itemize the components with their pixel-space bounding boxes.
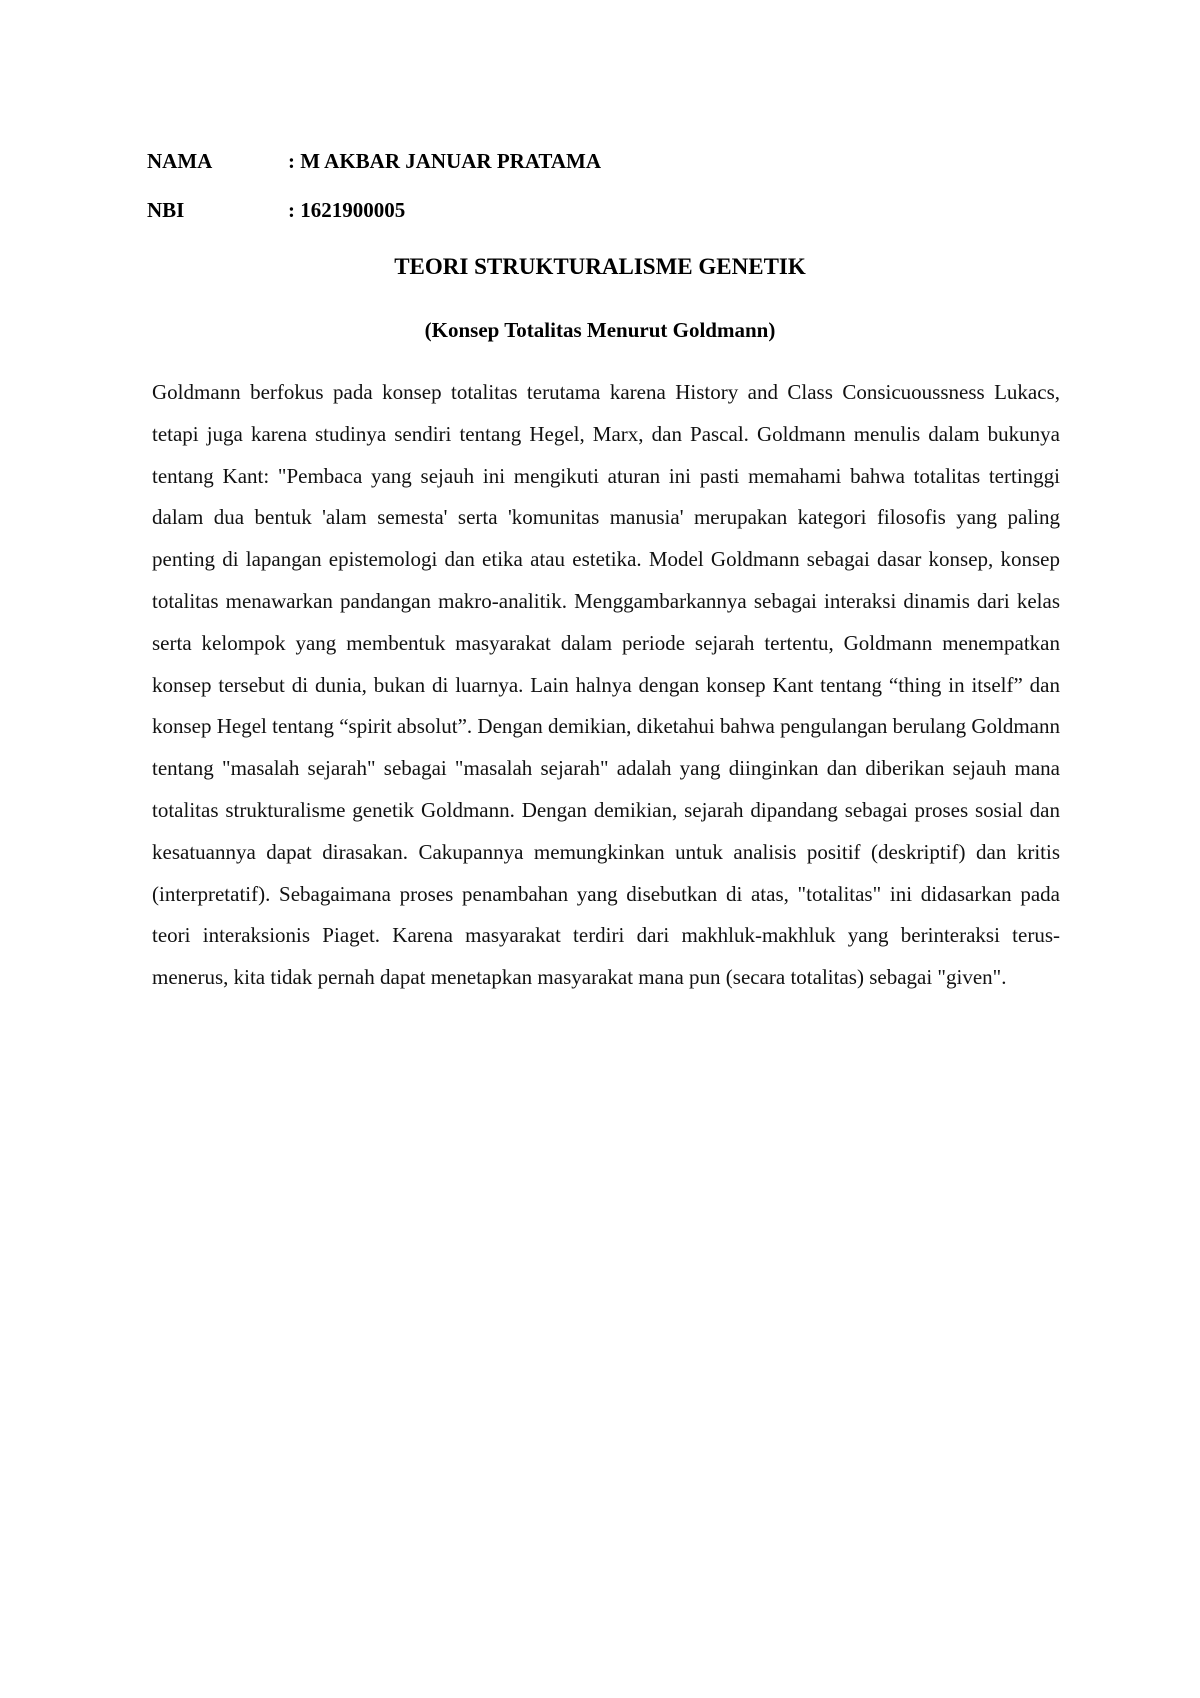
student-id-row bbox=[147, 196, 405, 224]
student-name-row bbox=[147, 147, 601, 175]
document-subtitle: (Konsep Totalitas Menurut Goldmann) bbox=[424, 318, 776, 342]
nama-label: NAMA bbox=[147, 149, 213, 173]
nbi-value: : 1621900005 bbox=[288, 198, 406, 222]
body-paragraph: Goldmann berfokus pada konsep totalitas terutama karena History and Class Consicuoussness Lukacs, tetapi juga karena studinya sendiri tentang Hegel, Marx, dan Pascal. Goldmann menulis dalam bukunya tentang Kant: "Pembaca yang sejauh ini mengikuti aturan ini pasti memahami bahwa totalitas tertinggi dalam dua bentuk 'alam semesta' serta 'komunitas manusia' merupakan kategori filosofis yang paling penting di lapangan epistemologi dan etika atau estetika. Model Goldmann sebagai dasar konsep, konsep totalitas menawarkan pandangan makro-analitik. Menggambarkannya sebagai interaksi dinamis dari kelas serta kelompok yang membentuk masyarakat dalam periode sejarah tertentu, Goldmann menempatkan konsep tersebut di dunia, bukan di luarnya. Lain halnya dengan konsep Kant tentang “thing in itself” dan konsep Hegel tentang “spirit absolut”. Dengan demikian, diketahui bahwa pengulangan berulang Goldmann tentang "masalah sejarah" sebagai "masalah sejarah" adalah yang diinginkan dan diberikan sejauh mana totalitas strukturalisme genetik Goldmann. Dengan demikian, sejarah dipandang sebagai proses sosial dan kesatuannya dapat dirasakan. Cakupannya memungkinkan untuk analisis positif (deskriptif) dan kritis (interpretatif). Sebagaimana proses penambahan yang disebutkan di atas, "totalitas" ini didasarkan pada teori interaksionis Piaget. Karena masyarakat terdiri dari makhluk-makhluk yang berinteraksi terus-menerus, kita tidak pernah dapat menetapkan masyarakat mana pun (secara totalitas) sebagai "given". bbox=[152, 380, 1060, 990]
nama-value: : M AKBAR JANUAR PRATAMA bbox=[288, 149, 602, 173]
nbi-label: NBI bbox=[147, 198, 185, 222]
document-title: TEORI STRUKTURALISME GENETIK bbox=[394, 254, 806, 279]
